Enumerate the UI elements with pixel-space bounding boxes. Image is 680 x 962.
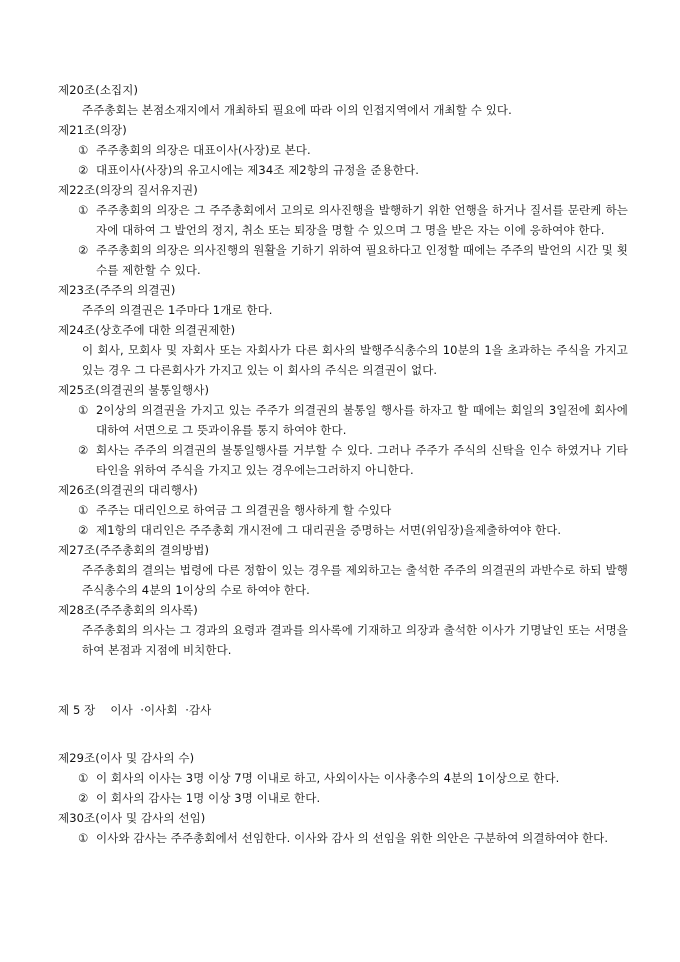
article-30 (58, 808, 628, 848)
article-title: 제22조(의장의 질서유지권) (58, 183, 198, 197)
item-number: ① (78, 771, 89, 785)
item-number: ① (78, 403, 89, 417)
item-text: 주주총회의 의장은 의사진행의 원활을 기하기 위하여 필요하다고 인정할 때에는 주주의 발언의 시간 및 횟수를 제한할 수 있다. (96, 243, 628, 277)
article-item (58, 828, 628, 848)
item-number: ② (78, 791, 89, 805)
article-title: 제25조(의결권의 불통일행사) (58, 383, 210, 397)
article-title: 제26조(의결권의 대리행사) (58, 483, 198, 497)
article-24 (58, 320, 628, 380)
article-title: 제30조(이사 및 감사의 선임) (58, 811, 206, 825)
article-title: 제28조(주주총회의 의사록) (58, 603, 198, 617)
article-paragraph: 주주총회는 본점소재지에서 개최하되 필요에 따라 이의 인접지역에서 개최할 수 있다. (82, 103, 512, 117)
article-22 (58, 180, 628, 280)
article-paragraph: 주주의 의결권은 1주마다 1개로 한다. (82, 303, 273, 317)
article-item (58, 440, 628, 480)
article-27 (58, 540, 628, 600)
item-number: ① (78, 143, 89, 157)
article-item (58, 400, 628, 440)
article-item (58, 788, 628, 808)
item-text: 이 회사의 감사는 1명 이상 3명 이내로 한다. (96, 791, 321, 805)
item-number: ② (78, 243, 89, 257)
chapter-heading: 제 5 장 이사 ·이사회 ·감사 (58, 703, 212, 717)
article-26 (58, 480, 628, 540)
article-title: 제24조(상호주에 대한 의결권제한) (58, 323, 236, 337)
article-20 (58, 80, 628, 120)
article-item (58, 520, 628, 540)
item-text: 주주는 대리인으로 하여금 그 의결권을 행사하게 할 수있다 (96, 503, 392, 517)
article-29 (58, 748, 628, 808)
item-number: ② (78, 523, 89, 537)
article-paragraph: 주주총회의 의사는 그 경과의 요령과 결과를 의사록에 기재하고 의장과 출석한 이사가 기명날인 또는 서명을 하여 본점과 지점에 비치한다. (82, 623, 628, 657)
article-28 (58, 600, 628, 660)
item-number: ① (78, 831, 89, 845)
item-text: 회사는 주주의 의결권의 불통일행사를 거부할 수 있다. 그러나 주주가 주식의 신탁을 인수 하였거나 기타 타인을 위하여 주식을 가지고 있는 경우에는그러하지 아니한다. (96, 443, 628, 477)
article-item (58, 768, 628, 788)
document-body (58, 80, 628, 848)
article-25 (58, 380, 628, 480)
item-text: 대표이사(사장)의 유고시에는 제34조 제2항의 규정을 준용한다. (96, 163, 419, 177)
item-text: 이 회사의 이사는 3명 이상 7명 이내로 하고, 사외이사는 이사총수의 4분의 1이상으로 한다. (96, 771, 560, 785)
article-21 (58, 120, 628, 180)
article-paragraph: 이 회사, 모회사 및 자회사 또는 자회사가 다른 회사의 발행주식총수의 10분의 1을 초과하는 주식을 가지고 있는 경우 그 다른회사가 가지고 있는 이 회사의 주식은 의결권이 없다. (82, 343, 628, 377)
article-23 (58, 280, 628, 320)
item-text: 이사와 감사는 주주총회에서 선임한다. 이사와 감사 의 선임을 위한 의안은 구분하여 의결하여야 한다. (96, 831, 609, 845)
item-number: ① (78, 203, 89, 217)
article-item (58, 500, 628, 520)
item-text: 주주총회의 의장은 그 주주총회에서 고의로 의사진행을 발행하기 위한 언행을 하거나 질서를 문란케 하는 자에 대하여 그 발언의 정지, 취소 또는 퇴장을 명할 수 있으며 그 명을 받은 자는 이에 응하여야 한다. (96, 203, 628, 237)
article-title: 제23조(주주의 의결권) (58, 283, 176, 297)
item-text: 제1항의 대리인은 주주총회 개시전에 그 대리권을 증명하는 서면(위임장)을제출하여야 한다. (96, 523, 562, 537)
article-item (58, 240, 628, 280)
item-number: ② (78, 443, 89, 457)
article-title: 제21조(의장) (58, 123, 127, 137)
item-text: 주주총회의 의장은 대표이사(사장)로 본다. (96, 143, 311, 157)
article-title: 제29조(이사 및 감사의 수) (58, 751, 195, 765)
article-title: 제20조(소집지) (58, 83, 139, 97)
article-item (58, 200, 628, 240)
article-item (58, 160, 628, 180)
article-item (58, 140, 628, 160)
article-title: 제27조(주주총회의 결의방법) (58, 543, 210, 557)
article-paragraph: 주주총회의 결의는 법령에 다른 정함이 있는 경우를 제외하고는 출석한 주주의 의결권의 과반수로 하되 발행주식총수의 4분의 1이상의 수로 하여야 한다. (82, 563, 628, 597)
item-number: ② (78, 163, 89, 177)
item-number: ① (78, 503, 89, 517)
item-text: 2이상의 의결권을 가지고 있는 주주가 의결권의 불통일 행사를 하자고 할 때에는 회일의 3일전에 회사에 대하여 서면으로 그 뜻과이유를 통지 하여야 한다. (96, 403, 628, 437)
